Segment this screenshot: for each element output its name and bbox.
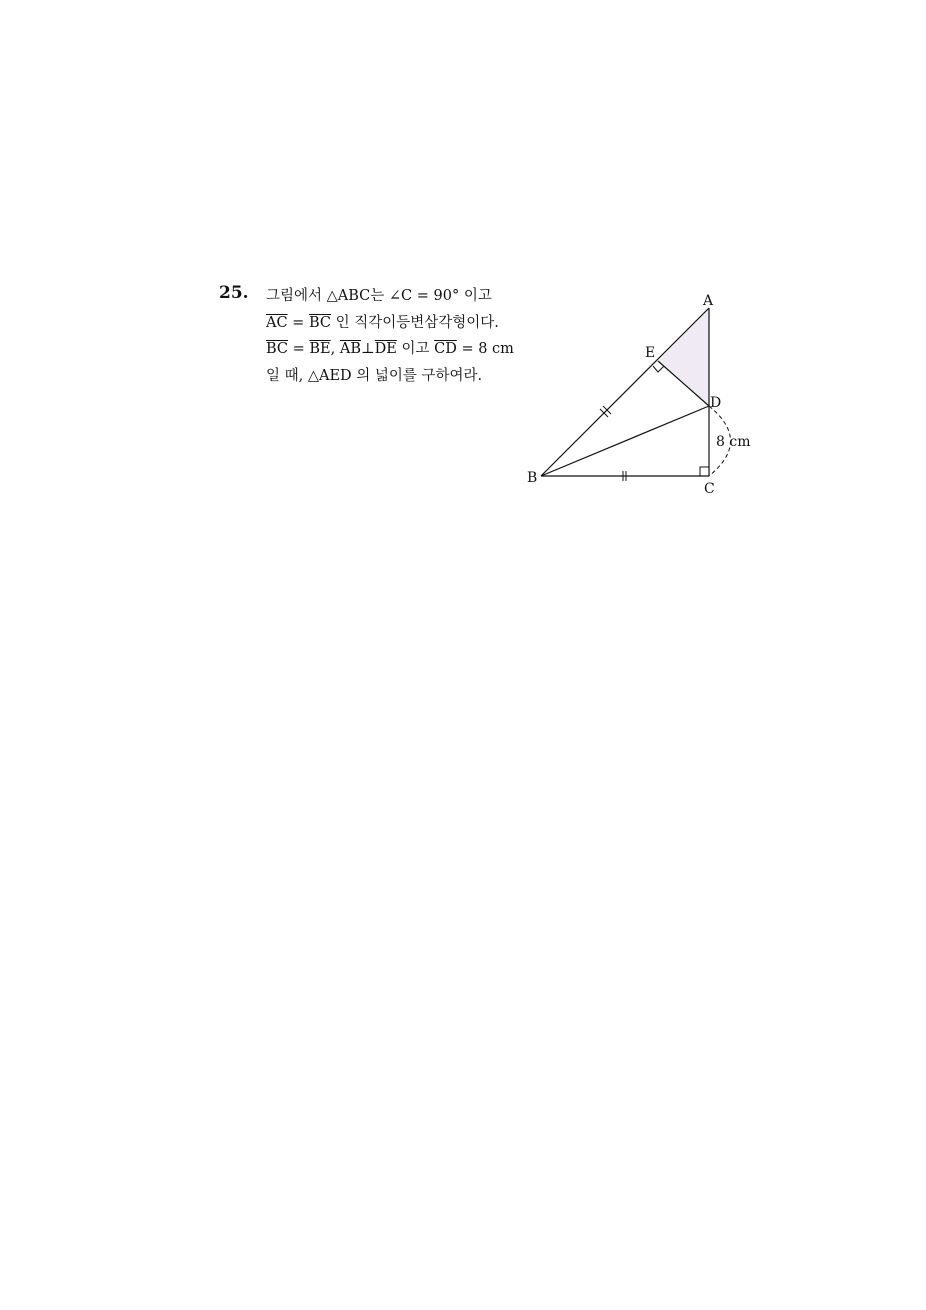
label-b: B [527,470,538,486]
label-d: D [710,395,722,411]
right-angle-mark-e [653,366,664,372]
problem-number: 25. [219,283,249,303]
right-angle-mark-c [700,467,709,476]
segment-notation: $\overline{CD}$ [434,341,457,357]
text-run: 그림에서 △ABC는 ∠C = 90° 이고 [266,288,492,304]
label-a: A [703,293,714,309]
segment-notation: $\overline{AB}$ [339,341,362,357]
text-run: ⊥ [361,341,375,357]
label-e: E [645,345,656,361]
text-run: 이고 [396,341,435,357]
problem-line-4 [266,363,526,390]
segment-notation: $\overline{DE}$ [374,341,397,357]
segment-notation: $\overline{BC}$ [266,341,289,357]
text-run: , [330,341,340,357]
text-run: 인 직각이등변삼각형이다. [330,314,499,331]
text-run: = 8 cm [456,341,514,357]
segment-notation: $\overline{BE}$ [309,341,331,357]
segment-bd [541,406,709,476]
text-run: = [288,341,310,357]
text-run: 일 때, △AED 의 넓이를 구하여라. [266,367,483,384]
segment-notation: $\overline{AC}$ [266,314,288,331]
measure-label-cd: 8 cm [716,434,751,450]
problem-line-1 [266,283,526,310]
text-run: = [287,314,309,331]
problem-line-3 [266,336,526,363]
problem-statement [266,283,526,389]
shaded-triangle-aed [658,308,709,406]
triangle-figure [520,285,760,509]
problem-line-2 [266,310,526,337]
triangle-diagram [520,285,760,505]
label-c: C [704,481,715,497]
segment-ab [541,308,709,476]
segment-notation: $\overline{BC}$ [308,314,331,331]
